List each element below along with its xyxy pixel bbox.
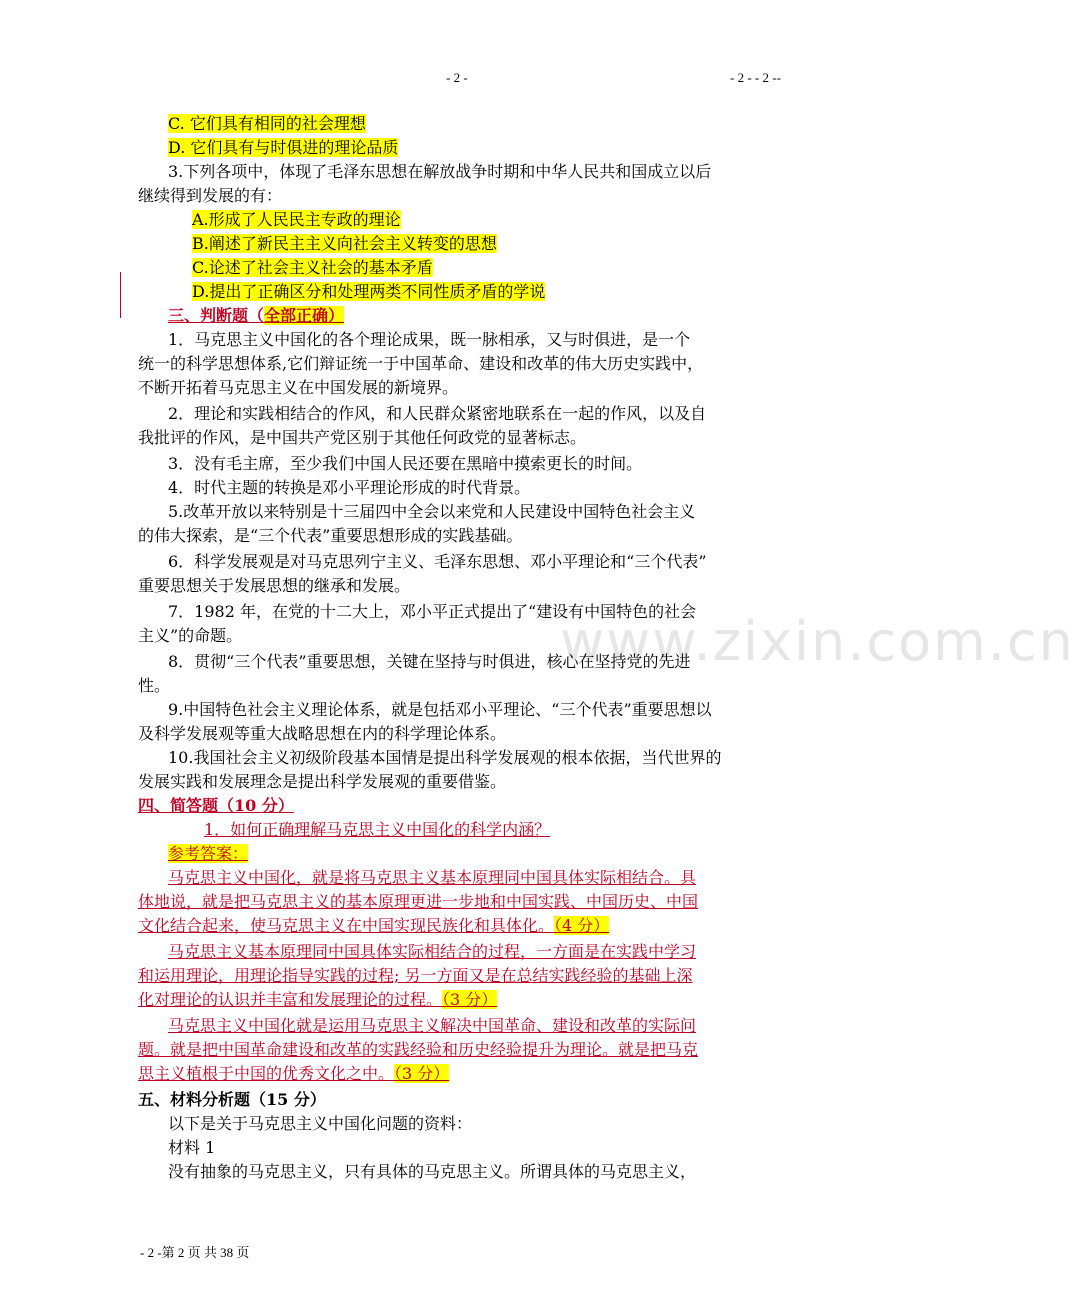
judgement-10-l1: 10.我国社会主义初级阶段基本国情是提出科学发展观的根本依据，当代世界的 (168, 748, 722, 767)
judgement-6-l2: 重要思想关于发展思想的继承和发展。 (138, 576, 411, 595)
judgement-5-l1: 5.改革开放以来特别是十三届四中全会以来党和人民建设中国特色社会主义 (168, 502, 696, 521)
judgement-1-l2: 统一的科学思想体系,它们辩证统一于中国革命、建设和改革的伟大历史实践中， (138, 354, 704, 373)
answer-p3-l3: 思主义植根于中国的优秀文化之中。（3 分） (138, 1064, 450, 1083)
section4-title: 四、简答题（10 分） (138, 796, 294, 815)
q3-option-b: B.阐述了新民主主义向社会主义转变的思想 (192, 234, 497, 253)
score-badge: （4 分） (554, 916, 610, 935)
answer-p1-l2: 体地说，就是把马克思主义的基本原理更进一步地和中国实践、中国历史、中国 (138, 892, 699, 911)
q3-line1: 3.下列各项中，体现了毛泽东思想在解放战争时期和中华人民共和国成立以后 (168, 162, 712, 181)
score-badge: （3 分） (442, 990, 498, 1009)
judgement-4: 4．时代主题的转换是邓小平理论形成的时代背景。 (168, 478, 531, 497)
judgement-9-l1: 9.中国特色社会主义理论体系，就是包括邓小平理论、“三个代表”重要思想以 (168, 700, 712, 719)
section5-intro: 以下是关于马克思主义中国化问题的资料： (168, 1114, 473, 1133)
answer-p2-l2: 和运用理论，用理论指导实践的过程; 另一方面又是在总结实践经验的基础上深 (138, 966, 693, 985)
judgement-10-l2: 发展实践和发展理念是提出科学发展观的重要借鉴。 (138, 772, 507, 791)
q3-line2: 继续得到发展的有： (138, 186, 283, 205)
q3-option-c: C.论述了社会主义社会的基本矛盾 (192, 258, 433, 277)
judgement-1-l3: 不断开拓着马克思主义在中国发展的新境界。 (138, 378, 459, 397)
short-question: 1．如何正确理解马克思主义中国化的科学内涵？ (204, 820, 551, 839)
q3-option-d: D.提出了正确区分和处理两类不同性质矛盾的学说 (192, 282, 546, 301)
answer-p1-l1: 马克思主义中国化，就是将马克思主义基本原理同中国具体实际相结合。具 (168, 868, 697, 887)
section5-title: 五、材料分析题（15 分） (138, 1090, 326, 1109)
header-page-number: - 2 - (446, 70, 468, 85)
answer-p2-l1: 马克思主义基本原理同中国具体实际相结合的过程，一方面是在实践中学习 (168, 942, 697, 961)
judgement-5-l2: 的伟大探索，是“三个代表”重要思想形成的实践基础。 (138, 526, 523, 545)
judgement-2-l2: 我批评的作风，是中国共产党区别于其他任何政党的显著标志。 (138, 428, 587, 447)
judgement-2-l1: 2．理论和实践相结合的作风，和人民群众紧密地联系在一起的作风，以及自 (168, 404, 707, 423)
answer-p1-l3: 文化结合起来，使马克思主义在中国实现民族化和具体化。（4 分） (138, 916, 610, 935)
score-badge: （3 分） (394, 1064, 450, 1083)
q3-option-a: A.形成了人民民主专政的理论 (192, 210, 401, 229)
revision-margin-mark (120, 272, 121, 318)
judgement-9-l2: 及科学发展观等重大战略思想在内的科学理论体系。 (138, 724, 507, 743)
option-d: D. 它们具有与时俱进的理论品质 (168, 138, 399, 157)
judgement-6-l1: 6．科学发展观是对马克思列宁主义、毛泽东思想、邓小平理论和“三个代表” (168, 552, 707, 571)
judgement-7-l1: 7．1982 年，在党的十二大上，邓小平正式提出了“建设有中国特色的社会 (168, 602, 697, 621)
material-text: 没有抽象的马克思主义，只有具体的马克思主义。所谓具体的马克思主义， (168, 1162, 697, 1181)
judgement-7-l2: 主义”的命题。 (138, 626, 243, 645)
answer-p3-l2: 题。就是把中国革命建设和改革的实践经验和历史经验提升为理论。就是把马克 (138, 1040, 699, 1059)
judgement-1-l1: 1．马克思主义中国化的各个理论成果，既一脉相承，又与时俱进，是一个 (168, 330, 691, 349)
material-label: 材料 1 (168, 1138, 216, 1157)
judgement-8-l2: 性。 (138, 676, 171, 695)
header-right: - 2 - - 2 -- (730, 70, 781, 85)
answer-p3-l1: 马克思主义中国化就是运用马克思主义解决中国革命、建设和改革的实际问 (168, 1016, 697, 1035)
answer-p2-l3: 化对理论的认识并丰富和发展理论的过程。（3 分） (138, 990, 498, 1009)
answer-label: 参考答案： (168, 844, 249, 863)
watermark: www.zixin.com.cn (560, 610, 1075, 673)
judgement-3: 3．没有毛主席，至少我们中国人民还要在黑暗中摸索更长的时间。 (168, 454, 643, 473)
section3-title: 三、判断题（全部正确） (168, 306, 345, 325)
option-c: C. 它们具有相同的社会理想 (168, 114, 366, 133)
judgement-8-l1: 8．贯彻“三个代表”重要思想，关键在坚持与时俱进，核心在坚持党的先进 (168, 652, 691, 671)
footer-page-info: - 2 -第 2 页 共 38 页 (140, 1245, 250, 1260)
